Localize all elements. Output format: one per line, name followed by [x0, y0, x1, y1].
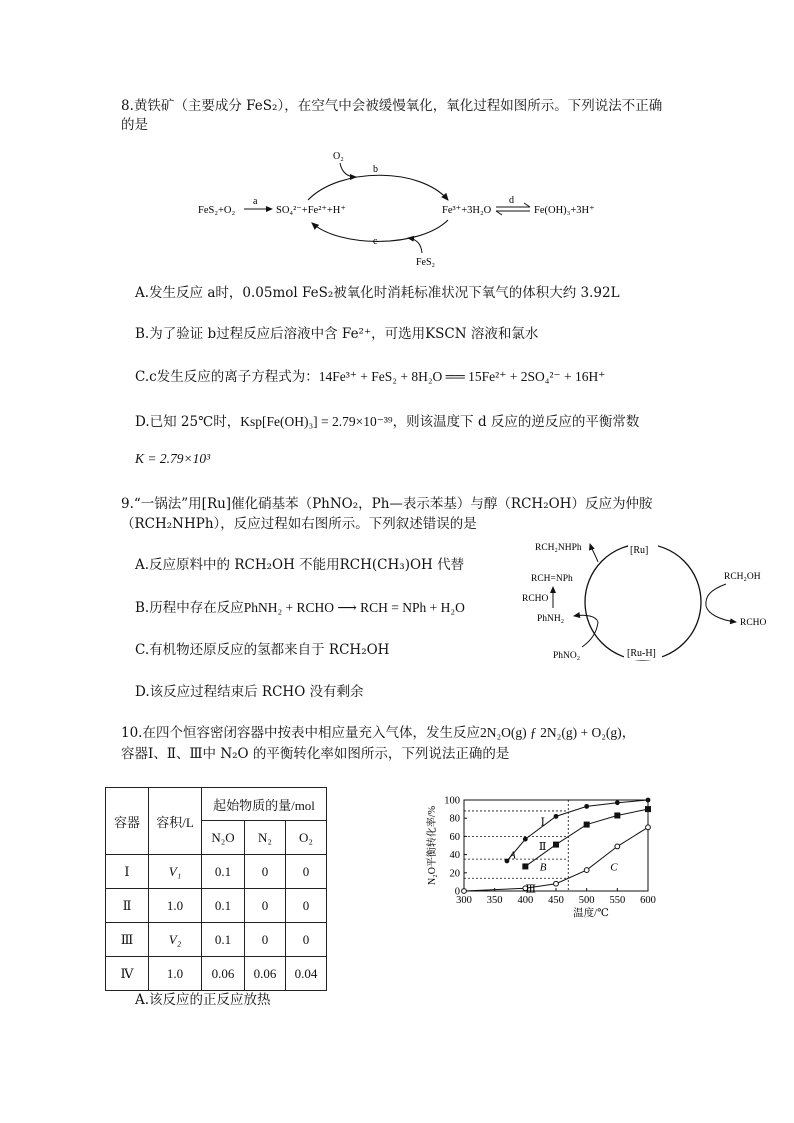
table-cell-n2: 0 — [245, 855, 286, 889]
data-point — [554, 814, 559, 819]
y-tick-label: 40 — [449, 850, 460, 862]
table-cell-n2: 0 — [245, 923, 286, 957]
q10-stem-equation: 2N₂O(g) ƒ 2N₂(g) + O₂(g) — [479, 725, 622, 740]
x-tick-label: 450 — [548, 895, 564, 906]
q8-option-c-equation: 14Fe³⁺ + FeS₂ + 8H₂O ══ 15Fe²⁺ + 2SO₄²⁻ + 16H⁺ — [318, 369, 606, 384]
q9-rch2oh-arrow — [706, 584, 726, 606]
point-label-c: C — [610, 861, 618, 874]
q8-fes2-arrow — [408, 238, 422, 253]
q8-stem-line1: 8.黄铁矿（主要成分 FeS₂），在空气中会被缓慢氧化，氧化过程如图所示。下列说法不正确 — [121, 98, 663, 114]
table-header-n2o: N₂O — [202, 821, 245, 855]
table-cell-volume: 1.0 — [149, 957, 202, 991]
table-cell-vessel: Ⅰ — [106, 855, 149, 889]
table-cell-n2o: 0.1 — [202, 889, 245, 923]
table-cell-n2: 0 — [245, 889, 286, 923]
q8-diag-middle: SO₄²⁻+Fe²⁺+H⁺ — [276, 205, 346, 216]
x-tick-label: 500 — [578, 895, 595, 906]
q9-stem-line2: （RCH₂NHPh），反应过程如右图所示。下列叙述错误的是 — [121, 516, 477, 532]
q8-label-d: d — [509, 195, 514, 206]
table-cell-vessel: Ⅲ — [106, 923, 149, 957]
y-tick-label: 20 — [449, 868, 460, 880]
q9-rch2nhph-label: RCH₂NHPh — [535, 543, 582, 553]
q8-option-d — [135, 413, 639, 431]
y-tick-label: 0 — [454, 886, 460, 898]
q9-option-c: C.有机物还原反应的氢都来自于 RCH₂OH — [135, 642, 390, 658]
table-row — [106, 855, 327, 889]
q10-stem-suffix: ， — [621, 725, 636, 741]
data-point — [523, 837, 528, 842]
table-row — [106, 923, 327, 957]
series-label: Ⅰ — [540, 816, 546, 829]
y-tick-label: 80 — [449, 813, 460, 825]
q9-option-b-prefix: B.历程中存在反应 — [135, 600, 244, 616]
q8-diag-product: Fe(OH)₃+3H⁺ — [534, 205, 595, 216]
q9-option-b — [135, 599, 465, 617]
q8-option-d-suffix: ，则该温度下 d 反应的逆反应的平衡常数 — [392, 414, 640, 430]
data-point — [646, 798, 651, 803]
table-header-n2: N₂ — [245, 821, 286, 855]
data-point — [462, 889, 467, 894]
table-cell-o2: 0 — [286, 923, 327, 957]
data-point — [615, 844, 620, 849]
point-label-a: A — [509, 849, 516, 862]
table-header-o2: O₂ — [286, 821, 327, 855]
q9-cycle-ring — [585, 544, 701, 660]
q8-label-c: c — [373, 236, 378, 247]
data-point — [584, 804, 589, 809]
q8-option-c — [135, 368, 605, 386]
q8-oxidation-diagram — [190, 145, 610, 270]
q9-phnh2-label: PhNH₂ — [537, 614, 565, 624]
table-cell-volume: V₂ — [149, 923, 202, 957]
q10-option-a: A.该反应的正反应放热 — [135, 992, 271, 1008]
q8-label-a: a — [253, 196, 258, 207]
table-header-initial: 起始物质的量/mol — [202, 788, 327, 821]
data-point — [615, 800, 620, 805]
x-tick-label: 350 — [486, 895, 503, 906]
data-point — [584, 868, 589, 873]
q8-option-c-prefix: C.c发生反应的离子方程式为： — [135, 369, 319, 385]
q9-stem-line1: 9.“一锅法”用[Ru]催化硝基苯（PhNO₂，Ph—表示苯基）与醇（RCH₂OH）反应为仲胺 — [121, 496, 653, 512]
data-point — [554, 881, 559, 886]
table-header-volume: 容积/L — [149, 788, 202, 855]
y-tick-label: 60 — [449, 831, 460, 843]
table-cell-vessel: Ⅱ — [106, 889, 149, 923]
table-cell-n2o: 0.06 — [202, 957, 245, 991]
data-point — [584, 822, 590, 828]
data-point — [522, 863, 528, 869]
q9-option-a: A.反应原料中的 RCH₂OH 不能用RCH(CH₃)OH 代替 — [135, 557, 465, 573]
q9-catalytic-cycle — [500, 532, 780, 667]
y-tick-label: 100 — [444, 795, 460, 807]
data-point — [646, 825, 651, 830]
q8-o2-label: O₂ — [333, 151, 344, 162]
table-cell-volume: V₁ — [149, 855, 202, 889]
q8-option-a: A.发生反应 a时，0.05mol FeS₂被氧化时消耗标准状况下氧气的体积大约 3.92L — [135, 285, 620, 301]
q9-imine-label: RCH=NPh — [531, 574, 573, 584]
q10-stem-line2: 容器Ⅰ、Ⅱ、Ⅲ中 N₂O 的平衡转化率如图所示，下列说法正确的是 — [121, 746, 510, 762]
q8-equilibrium-forward-head — [524, 203, 530, 207]
q8-option-d-k: K = 2.79×10³ — [135, 451, 211, 466]
q9-rch2oh-label: RCH₂OH — [724, 572, 761, 582]
q10-vessel-table — [105, 787, 327, 991]
q8-diag-reactant: FeS₂+O₂ — [198, 205, 236, 216]
point-label-b: B — [539, 861, 547, 874]
table-cell-o2: 0 — [286, 855, 327, 889]
y-axis-label: N₂O平衡转化率/% — [427, 805, 438, 886]
q9-rcho-in-label: RCHO — [522, 594, 549, 604]
x-axis-label: 温度/℃ — [573, 908, 609, 919]
q10-stem-prefix: 10.在四个恒容密闭容器中按表中相应量充入气体，发生反应 — [121, 725, 480, 741]
data-point — [614, 812, 620, 818]
q10-conversion-chart — [420, 788, 670, 933]
q8-cycle-upper-arc — [308, 175, 448, 200]
q8-o2-arrow — [340, 163, 356, 177]
q8-fes2-label: FeS₂ — [416, 257, 436, 268]
x-tick-label: 300 — [456, 895, 472, 906]
q9-rcho-out-arrow — [706, 606, 736, 622]
q8-label-b: b — [373, 164, 378, 175]
x-tick-label: 400 — [517, 895, 534, 906]
series-label: Ⅲ — [525, 883, 536, 896]
q8-option-d-prefix: D.已知 25℃时， — [135, 414, 241, 430]
data-point — [553, 842, 559, 848]
x-tick-label: 600 — [640, 895, 656, 906]
table-cell-volume: 1.0 — [149, 889, 202, 923]
q8-diag-right-species: Fe³⁺+3H₂O — [442, 205, 492, 216]
table-cell-n2o: 0.1 — [202, 923, 245, 957]
q9-ru-label: [Ru] — [630, 545, 649, 556]
q9-rch2nhph-arrow — [590, 544, 598, 562]
q8-equilibrium-reverse-head — [496, 211, 502, 215]
q8-cycle-lower-arc — [312, 220, 448, 241]
q8-option-b: B.为了验证 b过程反应后溶液中含 Fe²⁺，可选用KSCN 溶液和氯水 — [135, 326, 539, 342]
data-point — [645, 806, 651, 812]
q9-phnh2-arrow — [574, 615, 598, 622]
q9-phno2-label: PhNO₂ — [553, 651, 581, 661]
q8-stem-line2: 的是 — [121, 117, 148, 133]
table-row — [106, 957, 327, 991]
table-header-vessel: 容器 — [106, 788, 149, 855]
table-cell-n2: 0.06 — [245, 957, 286, 991]
q8-option-d-ksp: Ksp[Fe(OH)₃] = 2.79×10⁻³⁹ — [240, 414, 393, 429]
q9-option-b-equation: PhNH₂ + RCHO ⟶ RCH = NPh + H₂O — [243, 600, 465, 615]
q9-ruh-label: [Ru-H] — [627, 648, 656, 659]
table-cell-n2o: 0.1 — [202, 855, 245, 889]
q9-rcho-out-label: RCHO — [740, 618, 767, 628]
series-label: Ⅱ — [538, 841, 547, 854]
table-cell-o2: 0.04 — [286, 957, 327, 991]
table-cell-o2: 0 — [286, 889, 327, 923]
q9-option-d: D.该反应过程结束后 RCHO 没有剩余 — [135, 684, 364, 700]
table-row — [106, 889, 327, 923]
q10-stem-line1 — [121, 724, 635, 742]
x-tick-label: 550 — [609, 895, 626, 906]
table-cell-vessel: Ⅳ — [106, 957, 149, 991]
